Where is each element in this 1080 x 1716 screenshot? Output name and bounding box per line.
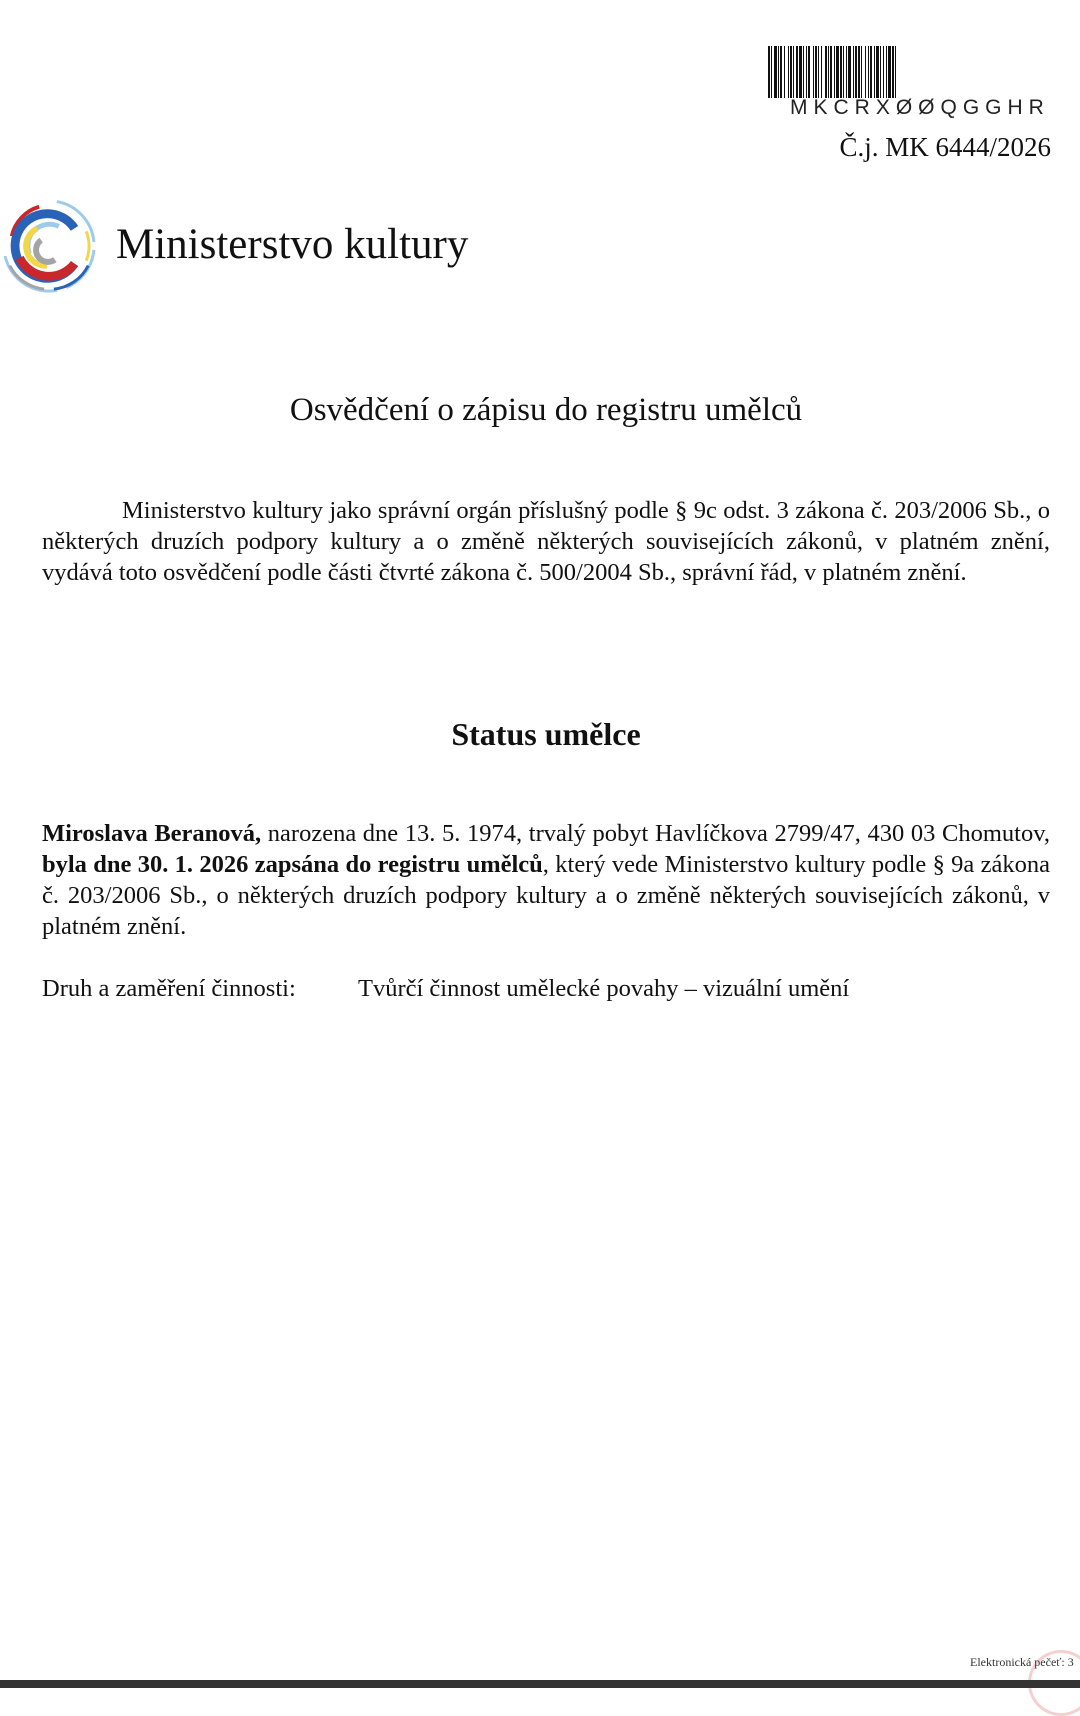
barcode-text: MKCRXØØQGGHR [790,96,1050,119]
artist-name: Miroslava Beranová, [42,820,262,847]
activity-value: Tvůrčí činnost umělecké povahy – vizuální umění [358,975,850,1002]
organization-name: Ministerstvo kultury [116,221,469,268]
barcode [768,46,1052,98]
barcode-bar [896,46,898,98]
document-title: Osvědčení o zápisu do registru umělců [289,392,803,428]
registration-statement: byla dne 30. 1. 2026 zapsána do registru umělců [42,851,543,878]
reference-number: Č.j. MK 6444/2026 [839,132,1051,162]
activity-field [42,975,849,1003]
electronic-seal-label: Elektronická pečeť: 3 [970,1655,1074,1669]
legal-basis-text: , který vede Ministerstvo kultury podle § 9a zákona č. 203/2006 Sb., o některých druzích podpory kultury a o změně některých souvisejících zákonů, v platném znění. [42,851,1050,940]
activity-label: Druh a zaměření činnosti: [42,975,296,1002]
section-title: Status umělce [451,716,641,752]
registration-paragraph [42,818,1050,942]
viewer-bottom-bar [0,1680,1080,1688]
birth-address-text: narozena dne 13. 5. 1974, trvalý pobyt Havlíčkova 2799/47, 430 03 Chomutov, [261,820,1051,847]
ministry-logo-icon [0,196,98,296]
intro-paragraph: Ministerstvo kultury jako správní orgán příslušný podle § 9c odst. 3 zákona č. 203/2006 Sb., o některých druzích podpory kultury a o změně některých souvisejících zákonů, v platném znění, vydává toto osvědčení podle části čtvrté zákona č. 500/2004 Sb., správní řád, v platném znění. [42,497,1050,586]
